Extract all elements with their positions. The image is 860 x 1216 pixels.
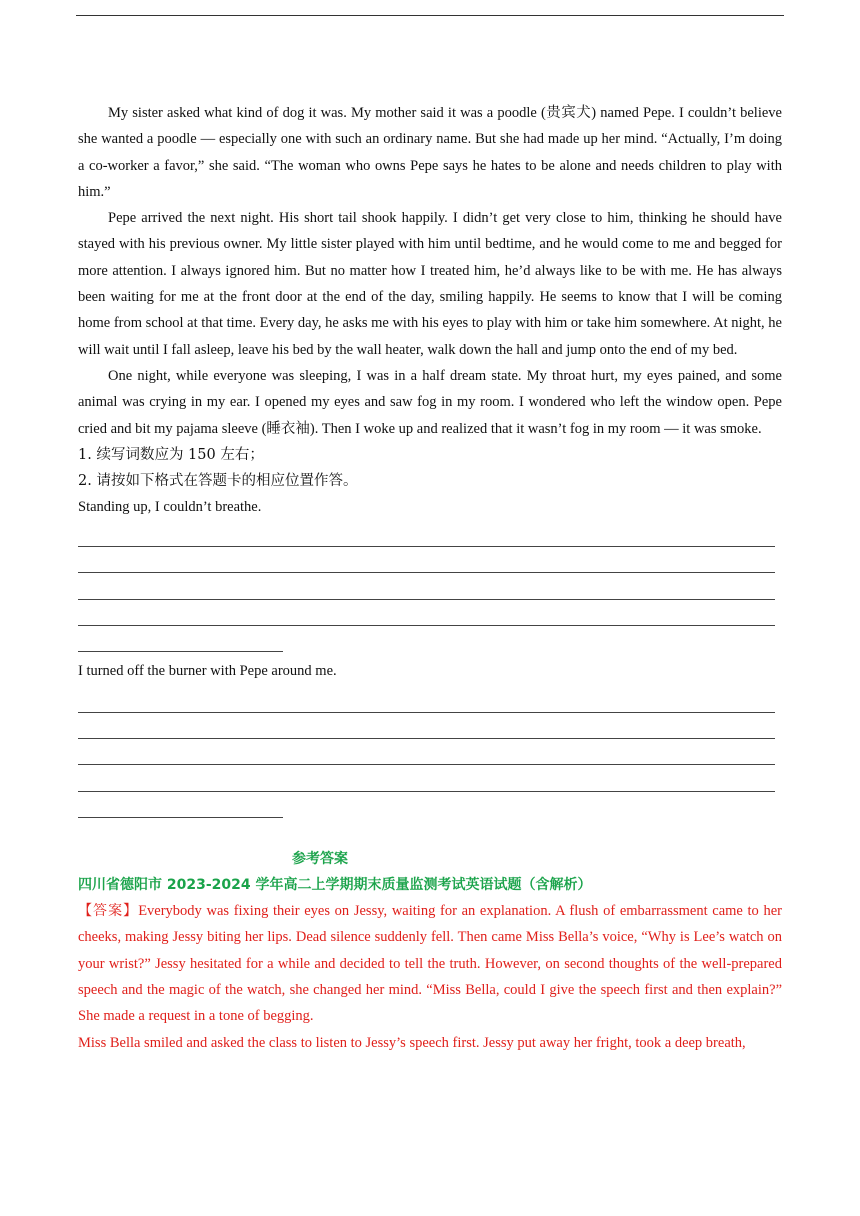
answer-paragraph: Miss Bella smiled and asked the class to listen to Jessy’s speech first. Jessy put away her fright, took a deep breath,: [78, 1034, 746, 1051]
writing-line[interactable]: [78, 765, 775, 791]
writing-line[interactable]: [78, 573, 775, 599]
writing-line[interactable]: [78, 547, 775, 573]
writing-lines-2: [78, 691, 782, 822]
writing-line[interactable]: [78, 792, 283, 818]
writing-line[interactable]: [78, 713, 775, 739]
answer-text: Everybody was fixing their eyes on Jessy, waiting for an explanation. A flush of embarrassment came to her cheeks, making Jessy biting her lips. Dead silence suddenly fell. Then came Miss Bella’s voice, “Why is Lee’s watch on your wrist?” Jessy hesitated for a while and decided to tell the truth. However, on second thoughts of the well-prepared speech and the magic of the watch, she changed her mind. “Miss Bella, could I give the speech first and then explain?” She made a request in a tone of begging.: [78, 903, 782, 1025]
passage-paragraph: My sister asked what kind of dog it was. My mother said it was a poodle (贵宾犬) named Pepe. I couldn’t believe she wanted a poodle — especially one with such an ordinary name. But she had made up her mind. “Actually, I’m doing a co-worker a favor,” she said. “The woman who owns Pepe says he hates to be alone and needs children to play with him.”: [78, 105, 782, 200]
writing-line[interactable]: [78, 600, 775, 626]
passage-paragraph: Pepe arrived the next night. His short tail shook happily. I didn’t get very close to him, thinking he should have stayed with his previous owner. My little sister played with him until bedtime, and he would come to me and begged for more attention. I always ignored him. But no matter how I treated him, he’d always like to be with me. He has always been waiting for me at the front door at the end of the day, smiling happily. He seems to know that I will be coming home from school at that time. Every day, he asks me with his eyes to play with him or take him somewhere. At night, he will wait until I fall asleep, leave his bed by the wall heater, walk down the hall and jump onto the end of my bed.: [78, 210, 782, 358]
instruction-item: 1. 续写词数应为 150 左右；: [78, 446, 264, 463]
passage-paragraph: One night, while everyone was sleeping, I was in a half dream state. My throat hurt, my eyes pained, and some animal was crying in my ear. I opened my eyes and saw fog in my room. I wondered who left the window open. Pepe cried and bit my pajama sleeve (睡衣袖). Then I woke up and realized that it wasn’t fog in my room — it was smoke.: [78, 367, 782, 437]
instruction-item: 2. 请按如下格式在答题卡的相应位置作答。: [78, 473, 358, 490]
writing-line[interactable]: [78, 626, 283, 652]
writing-line[interactable]: [78, 739, 775, 765]
header-rule: [76, 15, 784, 16]
writing-line[interactable]: [78, 687, 775, 713]
answer-heading: 参考答案: [292, 851, 348, 868]
answer-paragraph: [78, 898, 782, 1029]
paragraph2-opening: I turned off the burner with Pepe around me.: [78, 663, 337, 680]
document-body: [78, 100, 782, 1056]
source-title: 四川省德阳市 2023-2024 学年高二上学期期末质量监测考试英语试题（含解析）: [78, 877, 592, 894]
writing-line[interactable]: [78, 521, 775, 547]
answer-tag: 【答案】: [78, 903, 139, 920]
paragraph1-opening: Standing up, I couldn’t breathe.: [78, 499, 262, 516]
writing-lines-1: [78, 525, 782, 656]
